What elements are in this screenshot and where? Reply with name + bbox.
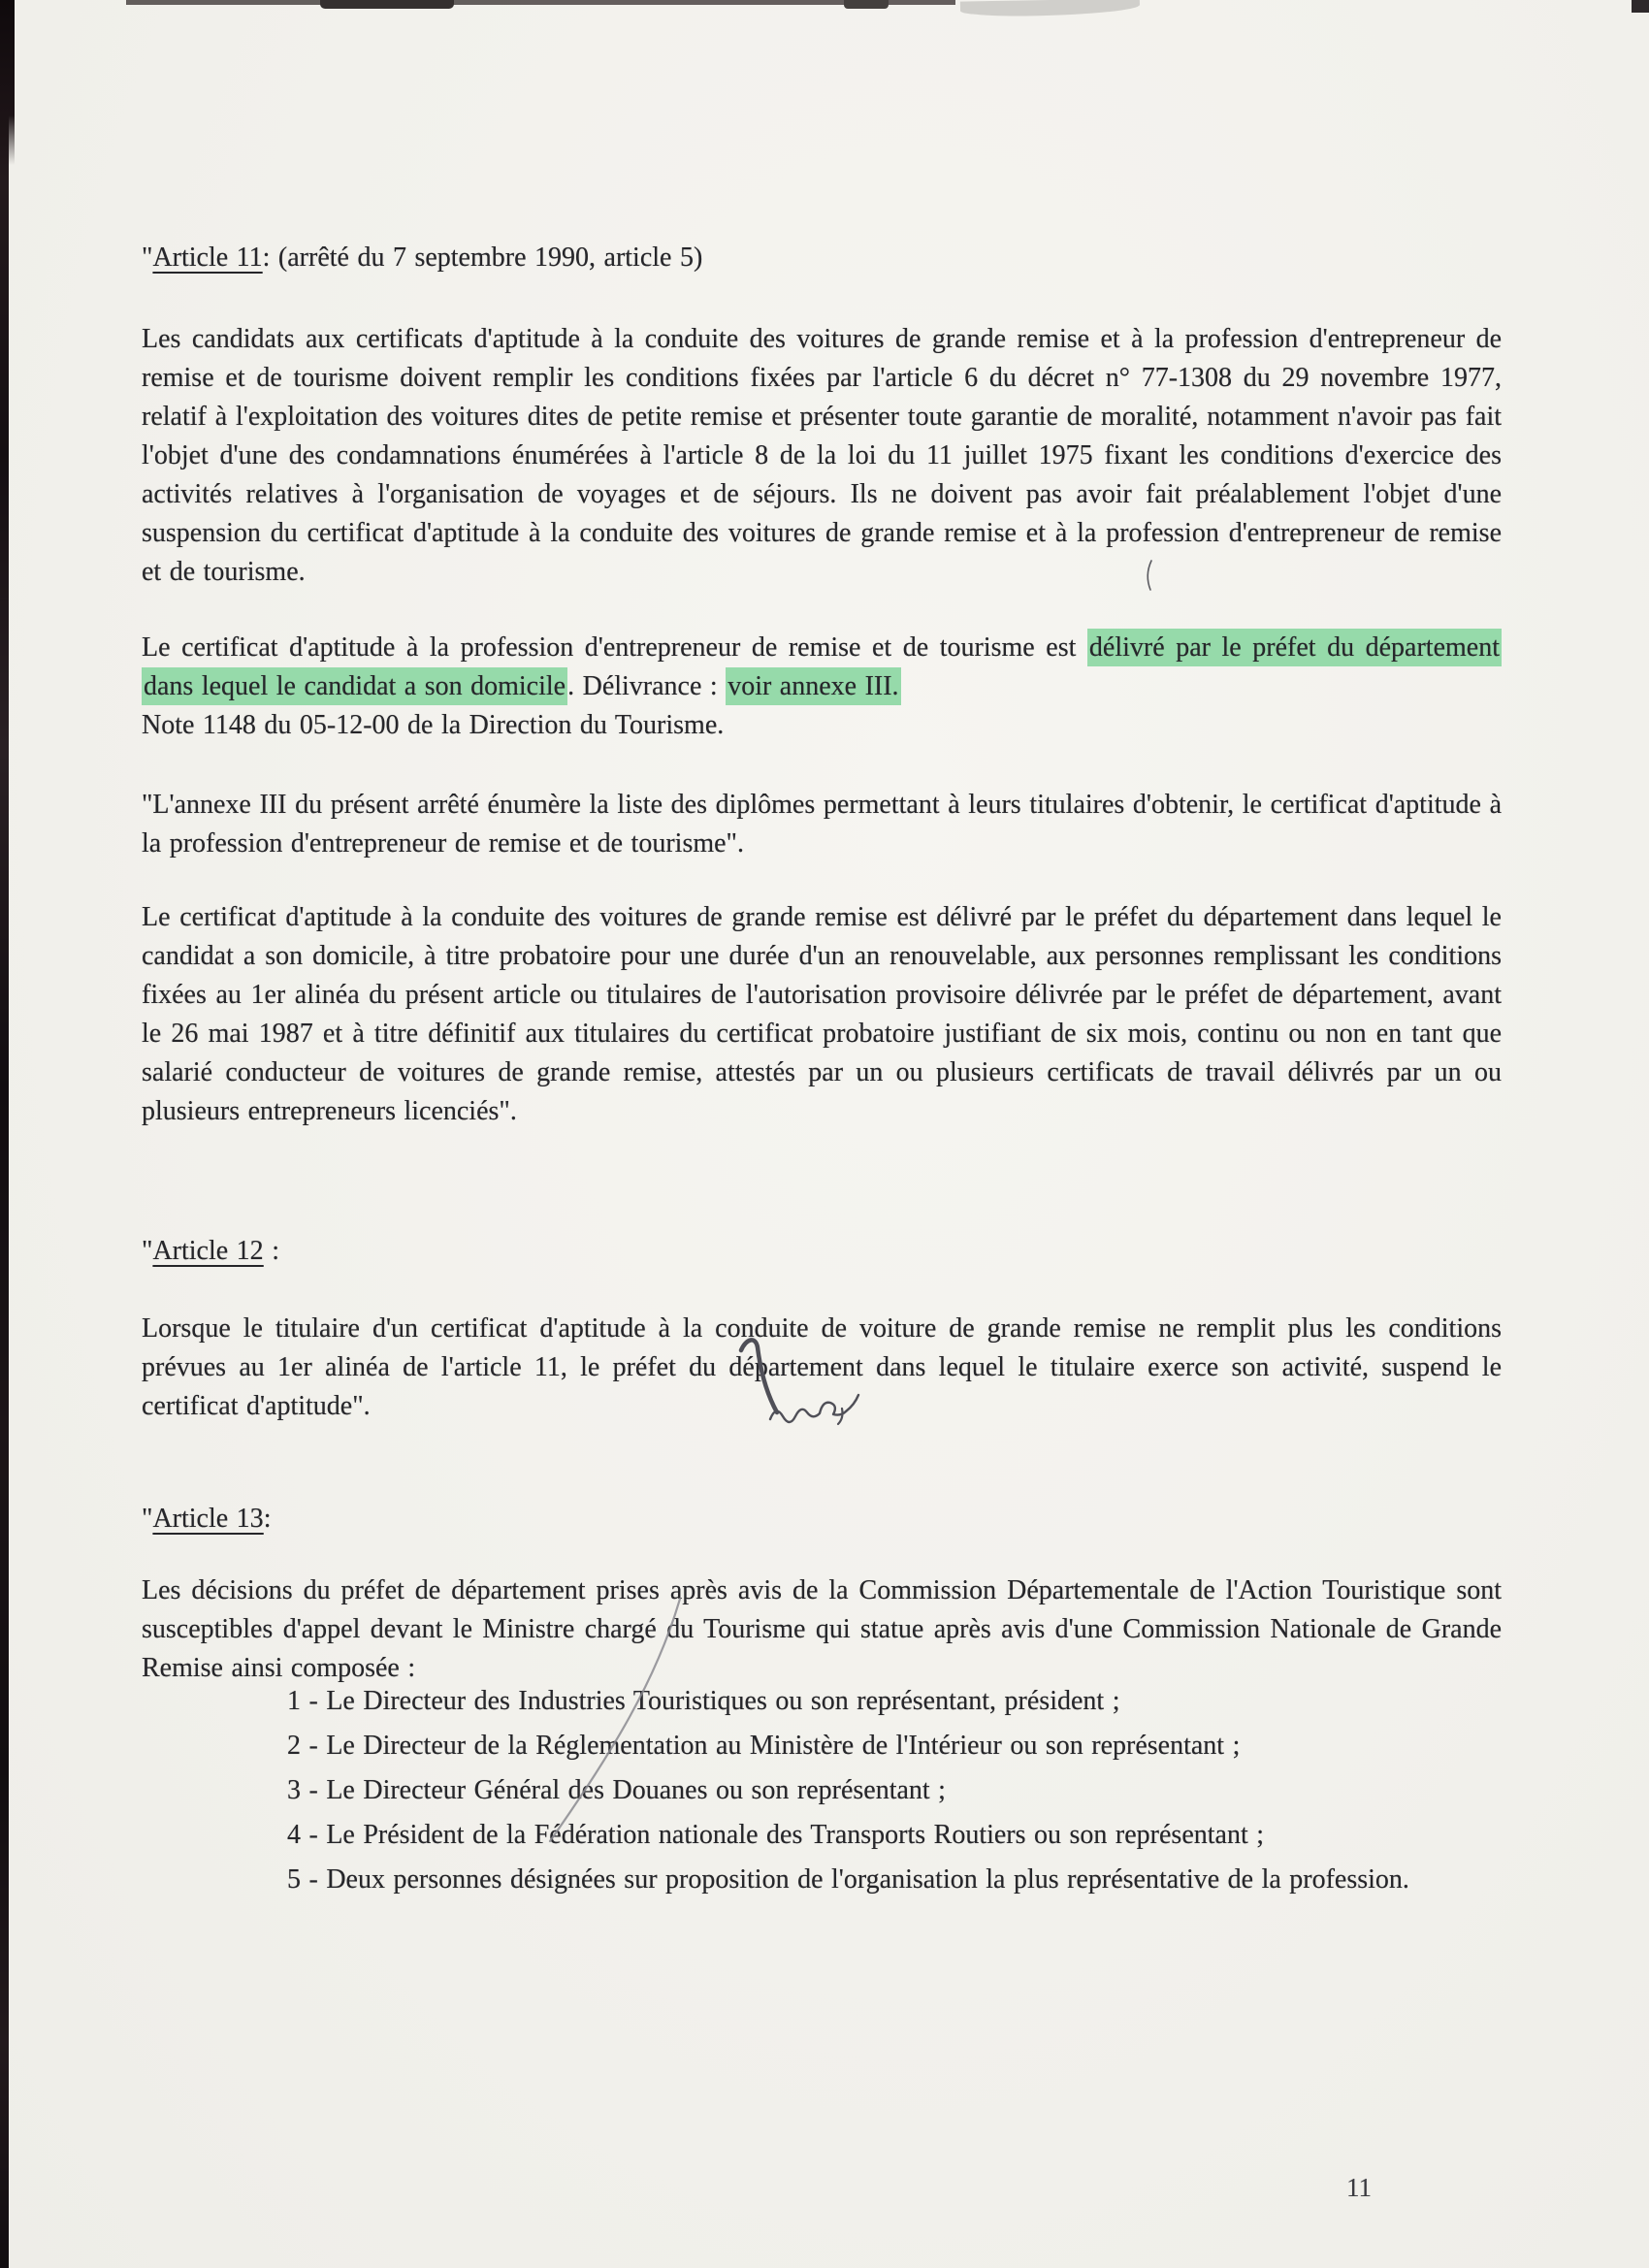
article-13-heading [142, 1500, 1502, 1539]
paragraph-delivrance-highlighted: Le certificat d'aptitude à la profession d'entrepreneur de remise et de tourisme est délivré par le préfet du département dans lequel le candidat a son domicile. Délivrance : voir annexe III. [142, 629, 1502, 706]
quote-mark: " [142, 1504, 153, 1534]
page-number: 11 [1346, 2173, 1372, 2202]
note-line: Note 1148 du 05-12-00 de la Direction du Tourisme. [142, 710, 725, 740]
list-item: 4 - Le Président de la Fédération nationale des Transports Routiers ou son représentant ; [287, 1820, 1265, 1850]
list-item: 5 - Deux personnes désignées sur proposition de l'organisation la plus représentative de la profession. [287, 1864, 1409, 1895]
article-13-title: Article 13 [152, 1504, 264, 1534]
quote-mark: " [142, 243, 153, 273]
paragraph-annexe-quote: "L'annexe III du présent arrêté énumère la liste des diplômes permettant à leurs titulaires d'obtenir, le certificat d'aptitude à la profession d'entrepreneur de remise et de tourisme". [142, 790, 1502, 859]
highlighted-text: voir annexe III. [726, 667, 900, 705]
committee-list [142, 1682, 1502, 1905]
article-11-title: Article 11 [152, 243, 263, 273]
article-11-heading-suffix: : (arrêté du 7 septembre 1990, article 5) [262, 243, 703, 273]
article-12-heading [142, 1232, 1502, 1271]
article-13-heading-suffix: : [263, 1504, 272, 1534]
list-item: 3 - Le Directeur Général des Douanes ou son représentant ; [287, 1775, 946, 1805]
list-item: 2 - Le Directeur de la Réglementation au Ministère de l'Intérieur ou son représentant ; [287, 1731, 1241, 1761]
scan-corner-top-right [1632, 0, 1649, 13]
article-11-heading [142, 239, 1502, 277]
scan-edge-top-mark [844, 0, 889, 9]
paragraph-decisions: Les décisions du préfet de département prises après avis de la Commission Départementale de l'Action Touristique sont susceptibles d'appel devant le Ministre chargé du Tourisme qui statue après avis d'une Commission Nationale de Grande Remise ainsi composée : [142, 1575, 1502, 1683]
list-item: 1 - Le Directeur des Industries Touristiques ou son représentant, président ; [287, 1686, 1120, 1716]
scan-edge-left-top [0, 0, 15, 165]
highlighted-text: délivré par le préfet du département dans lequel le candidat a son domicile [142, 629, 1502, 705]
scan-edge-top-blob [320, 0, 454, 9]
quote-mark: " [142, 1236, 153, 1266]
article-12-heading-suffix: : [263, 1236, 279, 1266]
paragraph-candidats: Les candidats aux certificats d'aptitude à la conduite des voitures de grande remise et à la profession d'entrepreneur de remise et de tourisme doivent remplir les conditions fixées par l'article 6 du décret n° 77-1308 du 29 novembre 1977, relatif à l'exploitation des voitures dites de petite remise et présenter toute garantie de moralité, notamment n'avoir pas fait l'objet d'une des condamnations énumérées à l'article 8 de la loi du 11 juillet 1975 fixant les conditions d'exercice des activités relatives à l'organisation de voyages et de séjours. Ils ne doivent pas avoir fait préalablement l'objet d'une suspension du certificat d'aptitude à la conduite des voitures de grande remise et à la profession d'entrepreneur de remise et de tourisme. [142, 324, 1502, 587]
scan-top-smudge [960, 0, 1140, 17]
scan-edge-left [0, 0, 9, 2268]
scan-edge-top-line [126, 0, 955, 5]
paragraph-conduite: Le certificat d'aptitude à la conduite des voitures de grande remise est délivré par le préfet du département dans lequel le candidat a son domicile, à titre probatoire pour une durée d'un an renouvelable, aux personnes remplissant les conditions fixées au 1er alinéa du présent article ou titulaires de l'autorisation provisoire délivrée par le préfet de département, avant le 26 mai 1987 et à titre définitif aux titulaires du certificat probatoire justifiant de six mois, continu ou non en tant que salarié conducteur de voitures de grande remise, attestés par un ou plusieurs certificats de travail délivrés par un ou plusieurs entrepreneurs licenciés". [142, 902, 1502, 1126]
article-12-title: Article 12 [152, 1236, 264, 1266]
paragraph-suspension: Lorsque le titulaire d'un certificat d'aptitude à la conduite de voiture de grande remise ne remplit plus les conditions prévues au 1er alinéa de l'article 11, le préfet du département dans lequel le titulaire exerce son activité, suspend le certificat d'aptitude". [142, 1313, 1502, 1421]
